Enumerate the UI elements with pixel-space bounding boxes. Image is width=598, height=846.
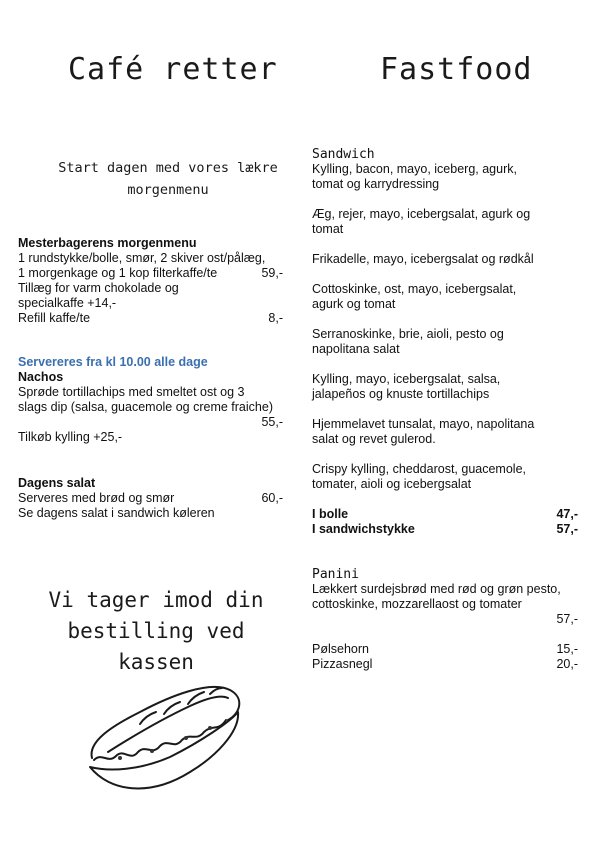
extra-item-price: 15,- <box>556 642 578 656</box>
panini-price: 57,- <box>556 612 578 626</box>
extra-item-label: Pølsehorn <box>312 642 369 656</box>
sandwich-icon <box>80 672 250 802</box>
sandwich-item-line-2: tomater, aioli og icebergsalat <box>312 477 472 491</box>
sandwich-item-line-1: Kylling, mayo, icebergsalat, salsa, <box>312 372 501 386</box>
sandwich-item <box>312 327 578 357</box>
sandwich-item-line-1: Hjemmelavet tunsalat, mayo, napolitana <box>312 417 535 431</box>
morning-menu-line-2: 1 morgenkage og 1 kop filterkaffe/te <box>18 266 218 280</box>
sandwich-item-line-2: napolitana salat <box>312 342 400 356</box>
morning-menu-section <box>18 236 283 326</box>
tagline-line-2: morgenmenu <box>127 182 209 198</box>
refill-label: Refill kaffe/te <box>18 311 91 325</box>
serving-time-notice: Servereres fra kl 10.00 alle dage <box>18 355 208 369</box>
extra-item-label: Pizzasnegl <box>312 657 373 671</box>
morning-menu-line-3: Tillæg for varm chokolade og <box>18 281 179 295</box>
nachos-section <box>18 355 286 445</box>
bolle-price: 47,- <box>556 507 578 521</box>
sandwich-heading: Sandwich <box>312 147 375 162</box>
fastfood-title: Fastfood <box>380 52 533 87</box>
sandwich-item <box>312 207 578 237</box>
order-line-2: bestilling ved kassen <box>67 619 245 674</box>
sandwichstykke-price: 57,- <box>556 522 578 536</box>
salad-price-row <box>18 491 283 506</box>
salad-line-1: Serveres med brød og smør <box>18 491 175 505</box>
extra-item-price: 20,- <box>556 657 578 671</box>
salad-price: 60,- <box>261 491 283 505</box>
panini-line-2: cottoskinke, mozzarellaost og tomater <box>312 597 522 611</box>
sandwich-item-line-2: agurk og tomat <box>312 297 396 311</box>
salad-section <box>18 476 283 521</box>
panini-line-1: Lækkert surdejsbrød med rød og grøn pesto, <box>312 582 561 596</box>
morning-menu-line-4: specialkaffe +14,- <box>18 296 117 310</box>
sandwich-item-line-2: tomat <box>312 222 344 236</box>
order-at-counter-note <box>26 585 286 678</box>
sandwich-item-line-1: Cottoskinke, ost, mayo, icebergsalat, <box>312 282 517 296</box>
refill-row <box>18 311 283 326</box>
order-line-1: Vi tager imod din <box>48 588 264 612</box>
sandwich-item <box>312 372 578 402</box>
morning-menu-heading: Mesterbagerens morgenmenu <box>18 236 197 250</box>
morning-menu-line-1: 1 rundstykke/bolle, smør, 2 skiver ost/pålæg, <box>18 251 266 265</box>
nachos-heading: Nachos <box>18 370 64 384</box>
extra-item <box>312 657 578 672</box>
salad-line-2: Se dagens salat i sandwich køleren <box>18 506 215 520</box>
fastfood-section <box>312 147 578 672</box>
nachos-line-2: slags dip (salsa, guacemole og creme fraiche) <box>18 400 273 414</box>
sandwichstykke-label: I sandwichstykke <box>312 522 415 536</box>
nachos-addon: Tilkøb kylling +25,- <box>18 430 123 444</box>
sandwichstykke-price-row <box>312 522 578 537</box>
sandwich-item-line-2: salat og revet gulerod. <box>312 432 436 446</box>
nachos-price: 55,- <box>261 415 283 429</box>
sandwich-item-line-1: Frikadelle, mayo, icebergsalat og rødkål <box>312 252 534 266</box>
sandwich-item-line-2: tomat og karrydressing <box>312 177 440 191</box>
sandwich-item <box>312 417 578 447</box>
bolle-label: I bolle <box>312 507 349 521</box>
cafe-title: Café retter <box>68 52 278 87</box>
sandwich-item-line-1: Kylling, bacon, mayo, iceberg, agurk, <box>312 162 517 176</box>
panini-heading: Panini <box>312 567 359 582</box>
nachos-line-1: Sprøde tortillachips med smeltet ost og 3 <box>18 385 245 399</box>
bolle-price-row <box>312 507 578 522</box>
salad-heading: Dagens salat <box>18 476 96 490</box>
sandwich-item-line-1: Serranoskinke, brie, aioli, pesto og <box>312 327 504 341</box>
sandwich-item <box>312 282 578 312</box>
cafe-tagline <box>18 157 318 201</box>
tagline-line-1: Start dagen med vores lækre <box>58 160 278 176</box>
sandwich-item-line-1: Æg, rejer, mayo, icebergsalat, agurk og <box>312 207 531 221</box>
sandwich-item <box>312 252 578 267</box>
morning-menu-price: 59,- <box>261 266 283 280</box>
extra-item <box>312 642 578 657</box>
sandwich-item-line-2: jalapeños og knuste tortillachips <box>312 387 490 401</box>
refill-price: 8,- <box>268 311 283 325</box>
sandwich-item <box>312 162 578 192</box>
sandwich-item-line-1: Crispy kylling, cheddarost, guacemole, <box>312 462 526 476</box>
morning-menu-price-row <box>18 266 283 281</box>
sandwich-item <box>312 462 578 492</box>
